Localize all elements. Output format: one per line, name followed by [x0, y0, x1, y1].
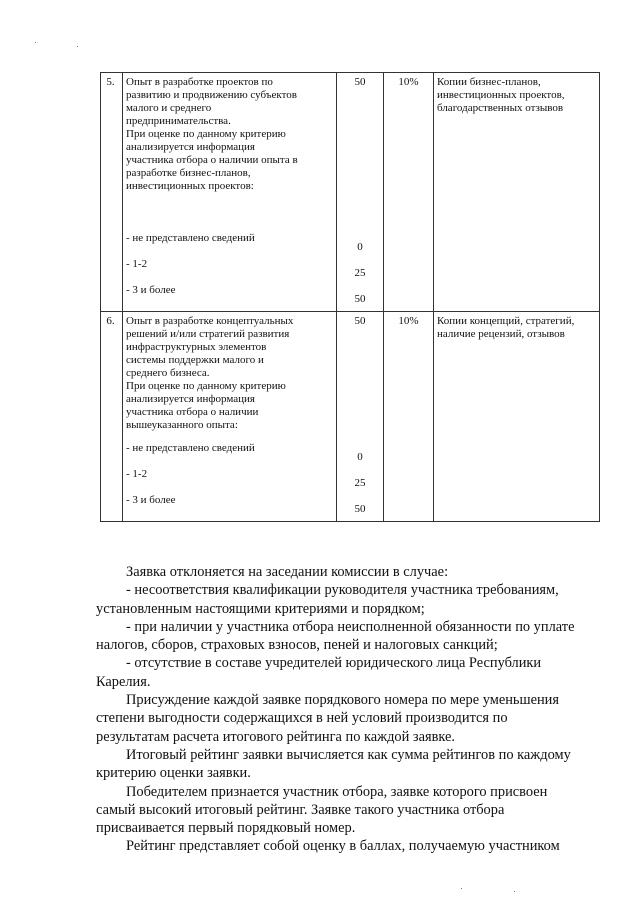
description-line: вышеуказанного опыта: [126, 419, 238, 431]
paragraph-line: налогов, сборов, страховых взносов, пеней и налоговых санкций; [96, 637, 498, 654]
documents-cell [434, 73, 600, 312]
criterion-description [123, 312, 337, 522]
description-line: участника отбора о наличии [126, 406, 259, 418]
option-label: - не представлено сведений [126, 232, 255, 244]
description-line: развитию и продвижению субъектов [126, 89, 297, 101]
paragraph-line: Карелия. [96, 673, 151, 690]
description-line: анализируется информация [126, 393, 255, 405]
weight-value: 10% [398, 315, 419, 327]
description-line: малого и среднего [126, 102, 212, 114]
weight-value: 10% [398, 76, 419, 88]
description-line: При оценке по данному критерию [126, 128, 286, 140]
criterion-description [123, 73, 337, 312]
description-line: системы поддержки малого и [126, 354, 264, 366]
document-line: Копии бизнес-планов, [437, 76, 541, 88]
paragraph-line: присваивается первый порядковый номер. [96, 820, 356, 837]
option-score: 25 [354, 477, 366, 489]
max-score-cell [337, 73, 384, 312]
paragraph-line: Присуждение каждой заявке порядкового номера по мере уменьшения [126, 692, 559, 709]
description-line: Опыт в разработке концептуальных [126, 315, 294, 327]
description-line: Опыт в разработке проектов по [126, 76, 273, 88]
option-score: 0 [357, 241, 363, 253]
row-number: 5. [101, 73, 123, 312]
paragraph-line: Итоговый рейтинг заявки вычисляется как сумма рейтингов по каждому [126, 746, 571, 763]
description-line: разработке бизнес-планов, [126, 167, 251, 179]
criteria-table [100, 72, 600, 522]
weight-cell [384, 73, 434, 312]
option-label: - 3 и более [126, 494, 176, 506]
body-text [96, 563, 602, 856]
option-score: 50 [354, 503, 366, 515]
paragraph-line: Рейтинг представляет собой оценку в баллах, получаемую участником [126, 838, 560, 855]
option-score: 25 [354, 267, 366, 279]
description-line: инфраструктурных элементов [126, 341, 267, 353]
option-score: 0 [357, 451, 363, 463]
description-line: среднего бизнеса. [126, 367, 210, 379]
option-label: - 1-2 [126, 258, 148, 270]
description-line: предпринимательства. [126, 115, 231, 127]
paragraph-line: Победителем признается участник отбора, заявке которого присвоен [126, 783, 548, 800]
document-line: наличие рецензий, отзывов [437, 328, 565, 340]
option-label: - не представлено сведений [126, 442, 255, 454]
description-line: участника отбора о наличии опыта в [126, 154, 298, 166]
max-score: 50 [354, 315, 366, 327]
paragraph-line: критерию оценки заявки. [96, 765, 251, 782]
description-line: При оценке по данному критерию [126, 380, 286, 392]
description-line: инвестиционных проектов: [126, 180, 254, 192]
scan-speck [514, 891, 515, 892]
paragraph-line: - несоответствия квалификации руководителя участника требованиям, [126, 582, 559, 599]
weight-cell [384, 312, 434, 522]
option-label: - 1-2 [126, 468, 148, 480]
option-score: 50 [354, 293, 366, 305]
description-line: анализируется информация [126, 141, 255, 153]
paragraph-line: установленным настоящими критериями и порядком; [96, 600, 425, 617]
paragraph-line: самый высокий итоговый рейтинг. Заявке такого участника отбора [96, 801, 505, 818]
paragraph-line: - отсутствие в составе учредителей юридического лица Республики [126, 655, 542, 672]
paragraph-line: результатам расчета итогового рейтинга по каждой заявке. [96, 728, 456, 745]
table-row [101, 312, 600, 522]
max-score: 50 [354, 76, 366, 88]
paragraph: Заявка отклоняется на заседании комиссии в случае: [126, 564, 449, 580]
max-score-cell [337, 312, 384, 522]
paragraph-line: - при наличии у участника отбора неисполненной обязанности по уплате [126, 618, 575, 635]
scan-speck [35, 42, 36, 43]
table-row [101, 73, 600, 312]
document-line: инвестиционных проектов, [437, 89, 565, 101]
scan-speck [461, 888, 462, 889]
document-line: Копии концепций, стратегий, [437, 315, 575, 327]
row-number: 6. [101, 312, 123, 522]
documents-cell [434, 312, 600, 522]
scan-speck [77, 46, 78, 47]
option-label: - 3 и более [126, 284, 176, 296]
paragraph-line: степени выгодности содержащихся в ней условий производится по [96, 710, 508, 727]
description-line: решений и/или стратегий развития [126, 328, 290, 340]
document-line: благодарственных отзывов [437, 102, 564, 114]
